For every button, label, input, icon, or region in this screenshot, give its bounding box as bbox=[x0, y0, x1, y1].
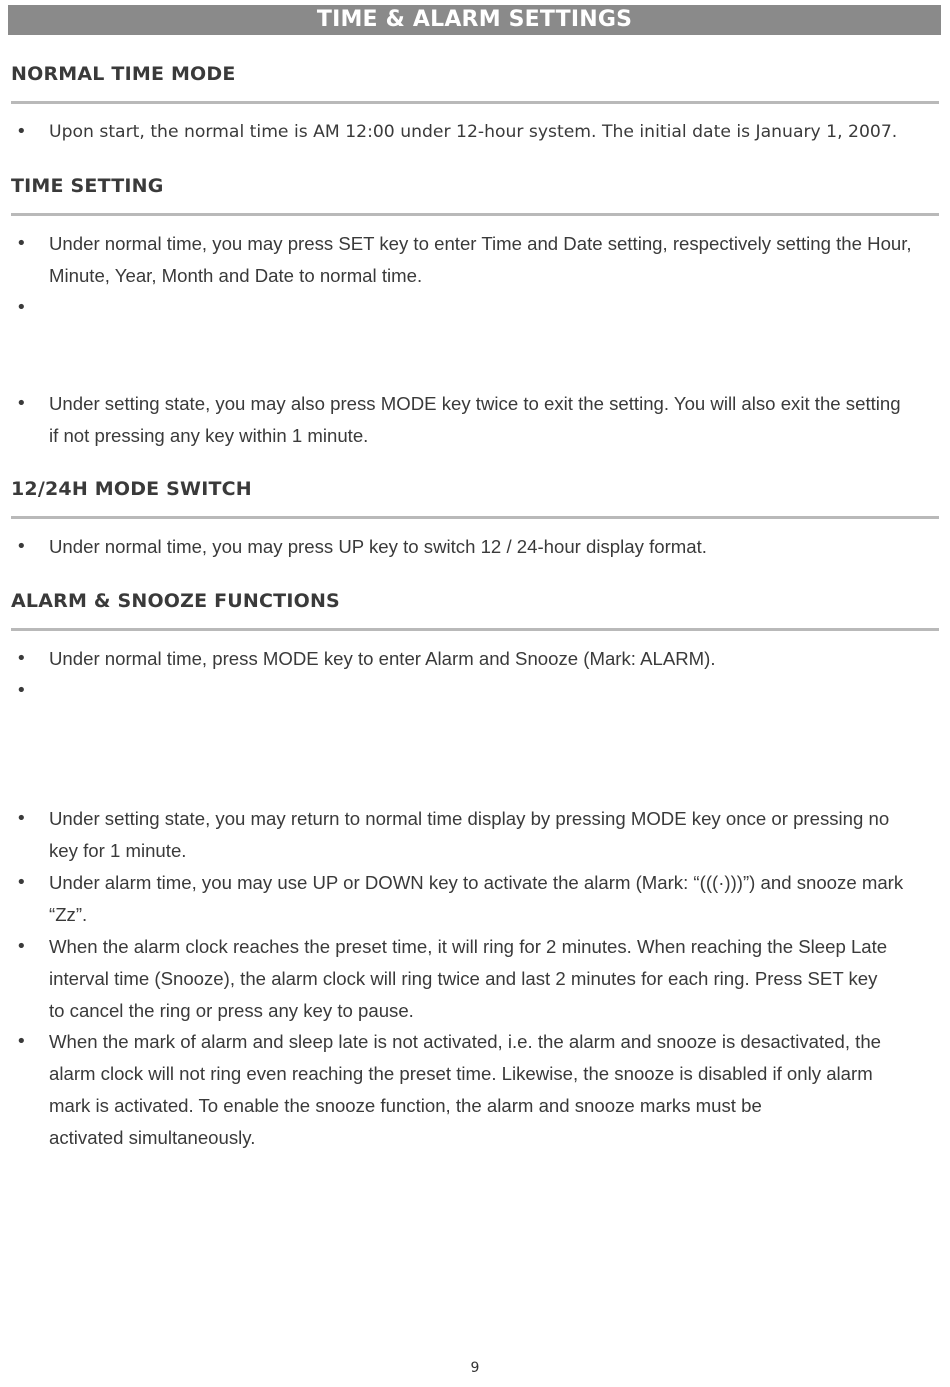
alarm-bullet-5-line-1: When the alarm clock reaches the preset time, it will ring for 2 minutes. When reaching the Sleep Late bbox=[49, 936, 888, 957]
bullet-marker: • bbox=[16, 1031, 27, 1052]
alarm-bullet-5-line-3: to cancel the ring or press any key to pause. bbox=[49, 1000, 414, 1021]
bullet-marker: • bbox=[16, 936, 27, 957]
page-banner-title: TIME & ALARM SETTINGS bbox=[8, 5, 941, 35]
section-divider bbox=[11, 516, 939, 519]
bullet-marker: • bbox=[16, 536, 27, 557]
time-setting-bullet-1-line-1: Under normal time, you may press SET key to enter Time and Date setting, respectively setting the Hour, bbox=[49, 233, 912, 254]
bullet-marker-empty: • bbox=[16, 680, 27, 701]
alarm-bullet-3-line-2: key for 1 minute. bbox=[49, 840, 187, 861]
mode-switch-bullet-1: Under normal time, you may press UP key to switch 12 / 24-hour display format. bbox=[49, 536, 707, 557]
bullet-marker: • bbox=[16, 121, 27, 142]
page-number: 9 bbox=[470, 1360, 480, 1376]
alarm-bullet-6-line-3: mark is activated. To enable the snooze function, the alarm and snooze marks must be bbox=[49, 1095, 762, 1116]
normal-time-bullet-1: Upon start, the normal time is AM 12:00 under 12-hour system. The initial date is January 1, 2007. bbox=[49, 122, 898, 142]
alarm-bullet-5-line-2: interval time (Snooze), the alarm clock will ring twice and last 2 minutes for each ring. Press SET key bbox=[49, 968, 878, 989]
section-divider bbox=[11, 101, 939, 104]
time-setting-bullet-3-line-1: Under setting state, you may also press MODE key twice to exit the setting. You will also exit the setting bbox=[49, 393, 901, 414]
time-setting-bullet-1-line-2: Minute, Year, Month and Date to normal time. bbox=[49, 265, 423, 286]
section-heading-12-24h-mode-switch: 12/24H MODE SWITCH bbox=[11, 478, 252, 500]
alarm-bullet-1: Under normal time, press MODE key to enter Alarm and Snooze (Mark: ALARM). bbox=[49, 648, 716, 669]
bullet-marker: • bbox=[16, 393, 27, 414]
alarm-bullet-6-line-4: activated simultaneously. bbox=[49, 1127, 256, 1148]
section-heading-normal-time-mode: NORMAL TIME MODE bbox=[11, 63, 236, 85]
bullet-marker: • bbox=[16, 808, 27, 829]
bullet-marker-empty: • bbox=[16, 297, 27, 318]
time-setting-bullet-3-line-2: if not pressing any key within 1 minute. bbox=[49, 425, 369, 446]
alarm-bullet-4-line-1: Under alarm time, you may use UP or DOWN key to activate the alarm (Mark: “(((·)))”) and snooze mark bbox=[49, 872, 904, 893]
alarm-bullet-6-line-1: When the mark of alarm and sleep late is not activated, i.e. the alarm and snooze is desactivated, the bbox=[49, 1031, 882, 1052]
alarm-bullet-4-line-2: “Zz”. bbox=[49, 904, 88, 925]
alarm-bullet-3-line-1: Under setting state, you may return to normal time display by pressing MODE key once or pressing no bbox=[49, 808, 890, 829]
section-divider bbox=[11, 213, 939, 216]
section-heading-alarm-snooze: ALARM & SNOOZE FUNCTIONS bbox=[11, 590, 340, 612]
bullet-marker: • bbox=[16, 648, 27, 669]
bullet-marker: • bbox=[16, 872, 27, 893]
alarm-bullet-6-line-2: alarm clock will not ring even reaching the preset time. Likewise, the snooze is disabled if only alarm bbox=[49, 1063, 873, 1084]
bullet-marker: • bbox=[16, 233, 27, 254]
section-divider bbox=[11, 628, 939, 631]
section-heading-time-setting: TIME SETTING bbox=[11, 175, 164, 197]
